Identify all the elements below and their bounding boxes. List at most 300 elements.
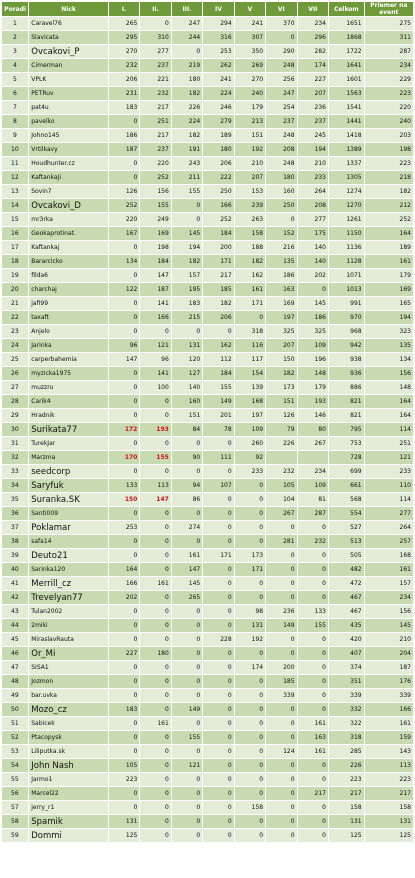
table-row <box>2 325 414 339</box>
event-score-cell: 248 <box>266 157 297 171</box>
rank-cell: 34 <box>2 479 29 493</box>
event-score-cell: 220 <box>140 157 171 171</box>
event-score-cell: 248 <box>266 59 297 73</box>
event-score-cell: 267 <box>297 437 328 451</box>
rank-cell: 13 <box>2 185 29 199</box>
table-row <box>2 395 414 409</box>
event-score-cell: 0 <box>108 241 139 255</box>
event-score-cell: 233 <box>297 171 328 185</box>
average-cell: 252 <box>364 213 413 227</box>
total-cell: 942 <box>328 339 364 353</box>
rank-cell: 22 <box>2 311 29 325</box>
event-score-cell: 325 <box>297 325 328 339</box>
event-score-cell: 287 <box>297 507 328 521</box>
event-score-cell: 0 <box>108 787 139 801</box>
rank-cell: 2 <box>2 31 29 45</box>
event-score-cell: 140 <box>171 381 202 395</box>
table-row <box>2 339 414 353</box>
average-cell: 161 <box>364 717 413 731</box>
rank-cell: 26 <box>2 367 29 381</box>
event-score-cell: 147 <box>171 563 202 577</box>
event-score-cell: 183 <box>171 297 202 311</box>
standings-table <box>1 1 414 843</box>
table-row <box>2 493 414 507</box>
event-score-cell: 241 <box>203 73 234 87</box>
event-score-cell: 131 <box>108 815 139 829</box>
average-cell: 223 <box>364 773 413 787</box>
event-score-cell: 0 <box>140 437 171 451</box>
event-score-cell: 126 <box>108 185 139 199</box>
rank-cell: 47 <box>2 661 29 675</box>
event-score-cell: 109 <box>234 423 265 437</box>
total-cell: 1389 <box>328 143 364 157</box>
average-cell: 131 <box>364 815 413 829</box>
event-score-cell: 155 <box>203 381 234 395</box>
event-score-cell: 147 <box>140 493 171 507</box>
table-row <box>2 353 414 367</box>
total-cell: 1071 <box>328 269 364 283</box>
event-score-cell: 202 <box>108 591 139 605</box>
event-score-cell: 296 <box>297 31 328 45</box>
nick-cell: Jarinka <box>29 339 109 353</box>
average-cell: 234 <box>364 59 413 73</box>
event-score-cell: 0 <box>108 689 139 703</box>
event-score-cell: 0 <box>297 773 328 787</box>
event-score-cell: 180 <box>171 73 202 87</box>
event-score-cell: 0 <box>171 647 202 661</box>
event-score-cell: 237 <box>140 59 171 73</box>
nick-cell: myzicka1975 <box>29 367 109 381</box>
rank-cell: 41 <box>2 577 29 591</box>
event-score-cell: 0 <box>234 675 265 689</box>
event-score-cell: 0 <box>297 563 328 577</box>
table-row <box>2 787 414 801</box>
total-cell: 795 <box>328 423 364 437</box>
table-row <box>2 773 414 787</box>
event-score-cell: 239 <box>234 199 265 213</box>
rank-cell: 35 <box>2 493 29 507</box>
event-score-cell: 0 <box>203 759 234 773</box>
event-score-cell: 325 <box>266 325 297 339</box>
event-score-cell: 0 <box>171 675 202 689</box>
event-score-cell: 113 <box>140 479 171 493</box>
column-header-total: Celkom <box>328 2 364 17</box>
column-header-rank: Poradi <box>2 2 29 17</box>
event-score-cell: 370 <box>266 17 297 31</box>
total-cell: 374 <box>328 661 364 675</box>
event-score-cell: 155 <box>171 731 202 745</box>
event-score-cell: 0 <box>108 633 139 647</box>
table-row <box>2 703 414 717</box>
event-score-cell: 0 <box>171 507 202 521</box>
rank-cell: 40 <box>2 563 29 577</box>
total-cell: 223 <box>328 773 364 787</box>
total-cell: 1641 <box>328 59 364 73</box>
event-score-cell: 182 <box>171 255 202 269</box>
nick-cell: Merrill_cz <box>29 577 109 591</box>
rank-cell: 5 <box>2 73 29 87</box>
table-row <box>2 185 414 199</box>
average-cell: 176 <box>364 675 413 689</box>
event-score-cell: 228 <box>203 633 234 647</box>
event-score-cell: 274 <box>171 521 202 535</box>
event-score-cell: 117 <box>234 353 265 367</box>
total-cell: 968 <box>328 325 364 339</box>
event-score-cell: 240 <box>234 87 265 101</box>
event-score-cell: 294 <box>203 17 234 31</box>
event-score-cell: 252 <box>108 199 139 213</box>
total-cell: 1651 <box>328 17 364 31</box>
total-cell: 318 <box>328 731 364 745</box>
event-score-cell: 0 <box>140 325 171 339</box>
event-score-cell: 265 <box>171 591 202 605</box>
event-score-cell: 232 <box>108 59 139 73</box>
total-cell: 886 <box>328 381 364 395</box>
event-score-cell: 0 <box>171 199 202 213</box>
table-row <box>2 297 414 311</box>
event-score-cell: 265 <box>108 17 139 31</box>
event-score-cell: 0 <box>108 367 139 381</box>
event-score-cell: 161 <box>297 745 328 759</box>
event-score-cell: 184 <box>203 367 234 381</box>
event-score-cell: 0 <box>140 409 171 423</box>
event-score-cell: 237 <box>297 115 328 129</box>
event-score-cell: 158 <box>234 801 265 815</box>
nick-cell: bar.uvka <box>29 689 109 703</box>
event-score-cell: 250 <box>203 185 234 199</box>
event-score-cell: 185 <box>203 283 234 297</box>
event-score-cell: 207 <box>297 87 328 101</box>
event-score-cell: 0 <box>234 731 265 745</box>
event-score-cell: 172 <box>108 423 139 437</box>
rank-cell: 30 <box>2 423 29 437</box>
nick-cell: Ovcakovi_P <box>29 45 109 59</box>
event-score-cell: 127 <box>171 367 202 381</box>
event-score-cell: 161 <box>234 283 265 297</box>
average-cell: 323 <box>364 325 413 339</box>
event-score-cell: 210 <box>297 157 328 171</box>
event-score-cell: 0 <box>266 829 297 843</box>
nick-cell: Or_Mi <box>29 647 109 661</box>
table-body <box>2 17 414 843</box>
event-score-cell: 169 <box>140 227 171 241</box>
event-score-cell: 81 <box>297 493 328 507</box>
nick-cell: charchaj <box>29 283 109 297</box>
event-score-cell: 0 <box>297 549 328 563</box>
event-score-cell: 112 <box>203 353 234 367</box>
event-score-cell: 200 <box>203 241 234 255</box>
average-cell: 251 <box>364 437 413 451</box>
event-score-cell: 0 <box>203 689 234 703</box>
event-score-cell: 267 <box>266 507 297 521</box>
table-row <box>2 199 414 213</box>
event-score-cell: 281 <box>266 535 297 549</box>
average-cell: 159 <box>364 731 413 745</box>
event-score-cell: 0 <box>140 661 171 675</box>
event-score-cell: 174 <box>234 661 265 675</box>
event-score-cell: 0 <box>266 577 297 591</box>
rank-cell: 57 <box>2 801 29 815</box>
column-header-event-2: II. <box>140 2 171 17</box>
average-cell: 158 <box>364 801 413 815</box>
event-score-cell: 198 <box>140 241 171 255</box>
nick-cell: Saryfuk <box>29 479 109 493</box>
event-score-cell: 175 <box>297 227 328 241</box>
event-score-cell: 232 <box>297 535 328 549</box>
average-cell: 223 <box>364 87 413 101</box>
nick-cell: John Nash <box>29 759 109 773</box>
event-score-cell: 197 <box>234 409 265 423</box>
rank-cell: 58 <box>2 815 29 829</box>
event-score-cell: 295 <box>108 31 139 45</box>
event-score-cell: 0 <box>140 787 171 801</box>
event-score-cell: 243 <box>171 157 202 171</box>
event-score-cell: 125 <box>108 829 139 843</box>
event-score-cell: 191 <box>171 143 202 157</box>
event-score-cell: 241 <box>234 17 265 31</box>
event-score-cell: 0 <box>297 829 328 843</box>
rank-cell: 56 <box>2 787 29 801</box>
nick-cell: Sarinka120 <box>29 563 109 577</box>
event-score-cell: 84 <box>171 423 202 437</box>
event-score-cell: 251 <box>140 115 171 129</box>
event-score-cell <box>266 451 297 465</box>
column-header-event-4: IV <box>203 2 234 17</box>
event-score-cell: 248 <box>266 129 297 143</box>
event-score-cell: 0 <box>203 535 234 549</box>
event-score-cell: 264 <box>297 185 328 199</box>
event-score-cell: 122 <box>108 283 139 297</box>
event-score-cell: 149 <box>171 703 202 717</box>
average-cell: 212 <box>364 199 413 213</box>
rank-cell: 19 <box>2 269 29 283</box>
total-cell: 322 <box>328 717 364 731</box>
event-score-cell: 0 <box>108 605 139 619</box>
table-row <box>2 801 414 815</box>
event-score-cell: 184 <box>203 227 234 241</box>
event-score-cell: 186 <box>108 129 139 143</box>
rank-cell: 33 <box>2 465 29 479</box>
total-cell: 728 <box>328 451 364 465</box>
event-score-cell: 0 <box>297 577 328 591</box>
event-score-cell: 0 <box>140 689 171 703</box>
event-score-cell: 0 <box>203 577 234 591</box>
event-score-cell: 0 <box>234 829 265 843</box>
nick-cell: muzzru <box>29 381 109 395</box>
event-score-cell: 0 <box>203 675 234 689</box>
event-score-cell: 226 <box>266 437 297 451</box>
table-row <box>2 521 414 535</box>
nick-cell: SISA1 <box>29 661 109 675</box>
rank-cell: 28 <box>2 395 29 409</box>
table-row <box>2 157 414 171</box>
table-row <box>2 45 414 59</box>
event-score-cell: 0 <box>203 829 234 843</box>
average-cell: 339 <box>364 689 413 703</box>
event-score-cell: 220 <box>108 213 139 227</box>
event-score-cell: 98 <box>234 605 265 619</box>
event-score-cell: 253 <box>203 45 234 59</box>
event-score-cell: 0 <box>171 465 202 479</box>
nick-cell: Hradnik <box>29 409 109 423</box>
event-score-cell: 0 <box>108 507 139 521</box>
column-header-event-3: III. <box>171 2 202 17</box>
nick-cell: Ptacopysk <box>29 731 109 745</box>
event-score-cell: 173 <box>266 381 297 395</box>
event-score-cell: 0 <box>108 437 139 451</box>
total-cell: 1868 <box>328 31 364 45</box>
event-score-cell: 163 <box>297 731 328 745</box>
event-score-cell: 210 <box>234 157 265 171</box>
column-header-nick: Nick <box>29 2 109 17</box>
event-score-cell: 94 <box>171 479 202 493</box>
rank-cell: 54 <box>2 759 29 773</box>
table-row <box>2 115 414 129</box>
nick-cell: jerry_r1 <box>29 801 109 815</box>
total-cell: 1150 <box>328 227 364 241</box>
average-cell: 165 <box>364 297 413 311</box>
total-cell: 131 <box>328 815 364 829</box>
table-row <box>2 535 414 549</box>
rank-cell: 38 <box>2 535 29 549</box>
nick-cell: TurekJar <box>29 437 109 451</box>
table-row <box>2 227 414 241</box>
event-score-cell: 0 <box>203 325 234 339</box>
event-score-cell: 253 <box>108 521 139 535</box>
event-score-cell: 262 <box>203 59 234 73</box>
event-score-cell: 0 <box>140 17 171 31</box>
event-score-cell: 195 <box>171 283 202 297</box>
event-score-cell: 0 <box>203 605 234 619</box>
event-score-cell: 189 <box>203 129 234 143</box>
event-score-cell: 0 <box>108 717 139 731</box>
column-header-event-5: V <box>234 2 265 17</box>
event-score-cell: 0 <box>108 269 139 283</box>
column-header-event-7: VII <box>297 2 328 17</box>
total-cell: 1136 <box>328 241 364 255</box>
event-score-cell: 0 <box>266 815 297 829</box>
rank-cell: 14 <box>2 199 29 213</box>
event-score-cell: 96 <box>140 353 171 367</box>
rank-cell: 42 <box>2 591 29 605</box>
event-score-cell: 154 <box>234 367 265 381</box>
total-cell: 467 <box>328 591 364 605</box>
average-cell: 166 <box>364 703 413 717</box>
event-score-cell: 145 <box>171 577 202 591</box>
event-score-cell: 171 <box>234 297 265 311</box>
average-cell: 198 <box>364 143 413 157</box>
event-score-cell: 206 <box>108 73 139 87</box>
rank-cell: 20 <box>2 283 29 297</box>
event-score-cell: 153 <box>234 185 265 199</box>
table-row <box>2 17 414 31</box>
event-score-cell: 318 <box>234 325 265 339</box>
event-score-cell: 182 <box>171 129 202 143</box>
average-cell: 164 <box>364 227 413 241</box>
table-row <box>2 577 414 591</box>
rank-cell: 3 <box>2 45 29 59</box>
event-score-cell: 0 <box>171 815 202 829</box>
event-score-cell: 0 <box>140 815 171 829</box>
average-cell: 156 <box>364 367 413 381</box>
total-cell: 339 <box>328 689 364 703</box>
total-cell: 407 <box>328 647 364 661</box>
nick-cell: pavelko <box>29 115 109 129</box>
rank-cell: 25 <box>2 353 29 367</box>
average-cell: 275 <box>364 17 413 31</box>
event-score-cell: 0 <box>171 773 202 787</box>
event-score-cell: 226 <box>171 101 202 115</box>
event-score-cell: 0 <box>140 619 171 633</box>
event-score-cell: 0 <box>108 381 139 395</box>
event-score-cell: 0 <box>203 591 234 605</box>
event-score-cell: 0 <box>297 759 328 773</box>
event-score-cell: 182 <box>266 367 297 381</box>
nick-cell: 2miki <box>29 619 109 633</box>
event-score-cell: 0 <box>266 213 297 227</box>
table-row <box>2 437 414 451</box>
table-row <box>2 171 414 185</box>
average-cell: 168 <box>364 549 413 563</box>
table-row <box>2 549 414 563</box>
event-score-cell: 0 <box>108 311 139 325</box>
total-cell: 1013 <box>328 283 364 297</box>
event-score-cell: 0 <box>171 787 202 801</box>
average-cell: 157 <box>364 577 413 591</box>
event-score-cell: 217 <box>140 129 171 143</box>
event-score-cell <box>297 451 328 465</box>
event-score-cell: 217 <box>140 101 171 115</box>
total-cell: 472 <box>328 577 364 591</box>
event-score-cell: 0 <box>234 507 265 521</box>
event-score-cell: 155 <box>140 451 171 465</box>
event-score-cell: 0 <box>234 689 265 703</box>
average-cell: 113 <box>364 759 413 773</box>
nick-cell: Liliputka.sk <box>29 745 109 759</box>
table-row <box>2 689 414 703</box>
table-row <box>2 283 414 297</box>
average-cell: 233 <box>364 465 413 479</box>
event-score-cell: 0 <box>140 731 171 745</box>
event-score-cell: 179 <box>297 381 328 395</box>
event-score-cell: 0 <box>108 115 139 129</box>
event-score-cell: 151 <box>234 129 265 143</box>
event-score-cell: 310 <box>140 31 171 45</box>
event-score-cell: 0 <box>140 507 171 521</box>
event-score-cell: 0 <box>297 689 328 703</box>
event-score-cell: 0 <box>171 633 202 647</box>
table-row <box>2 563 414 577</box>
rank-cell: 52 <box>2 731 29 745</box>
event-score-cell: 168 <box>234 395 265 409</box>
event-score-cell: 0 <box>140 703 171 717</box>
average-cell: 156 <box>364 605 413 619</box>
event-score-cell: 131 <box>234 619 265 633</box>
event-score-cell: 0 <box>297 703 328 717</box>
event-score-cell: 250 <box>266 199 297 213</box>
average-cell: 164 <box>364 409 413 423</box>
event-score-cell: 231 <box>108 87 139 101</box>
rank-cell: 39 <box>2 549 29 563</box>
event-score-cell: 247 <box>171 17 202 31</box>
event-score-cell: 0 <box>171 605 202 619</box>
nick-cell: Deuto21 <box>29 549 109 563</box>
rank-cell: 24 <box>2 339 29 353</box>
event-score-cell: 109 <box>297 479 328 493</box>
rank-cell: 4 <box>2 59 29 73</box>
rank-cell: 45 <box>2 633 29 647</box>
event-score-cell: 0 <box>108 801 139 815</box>
